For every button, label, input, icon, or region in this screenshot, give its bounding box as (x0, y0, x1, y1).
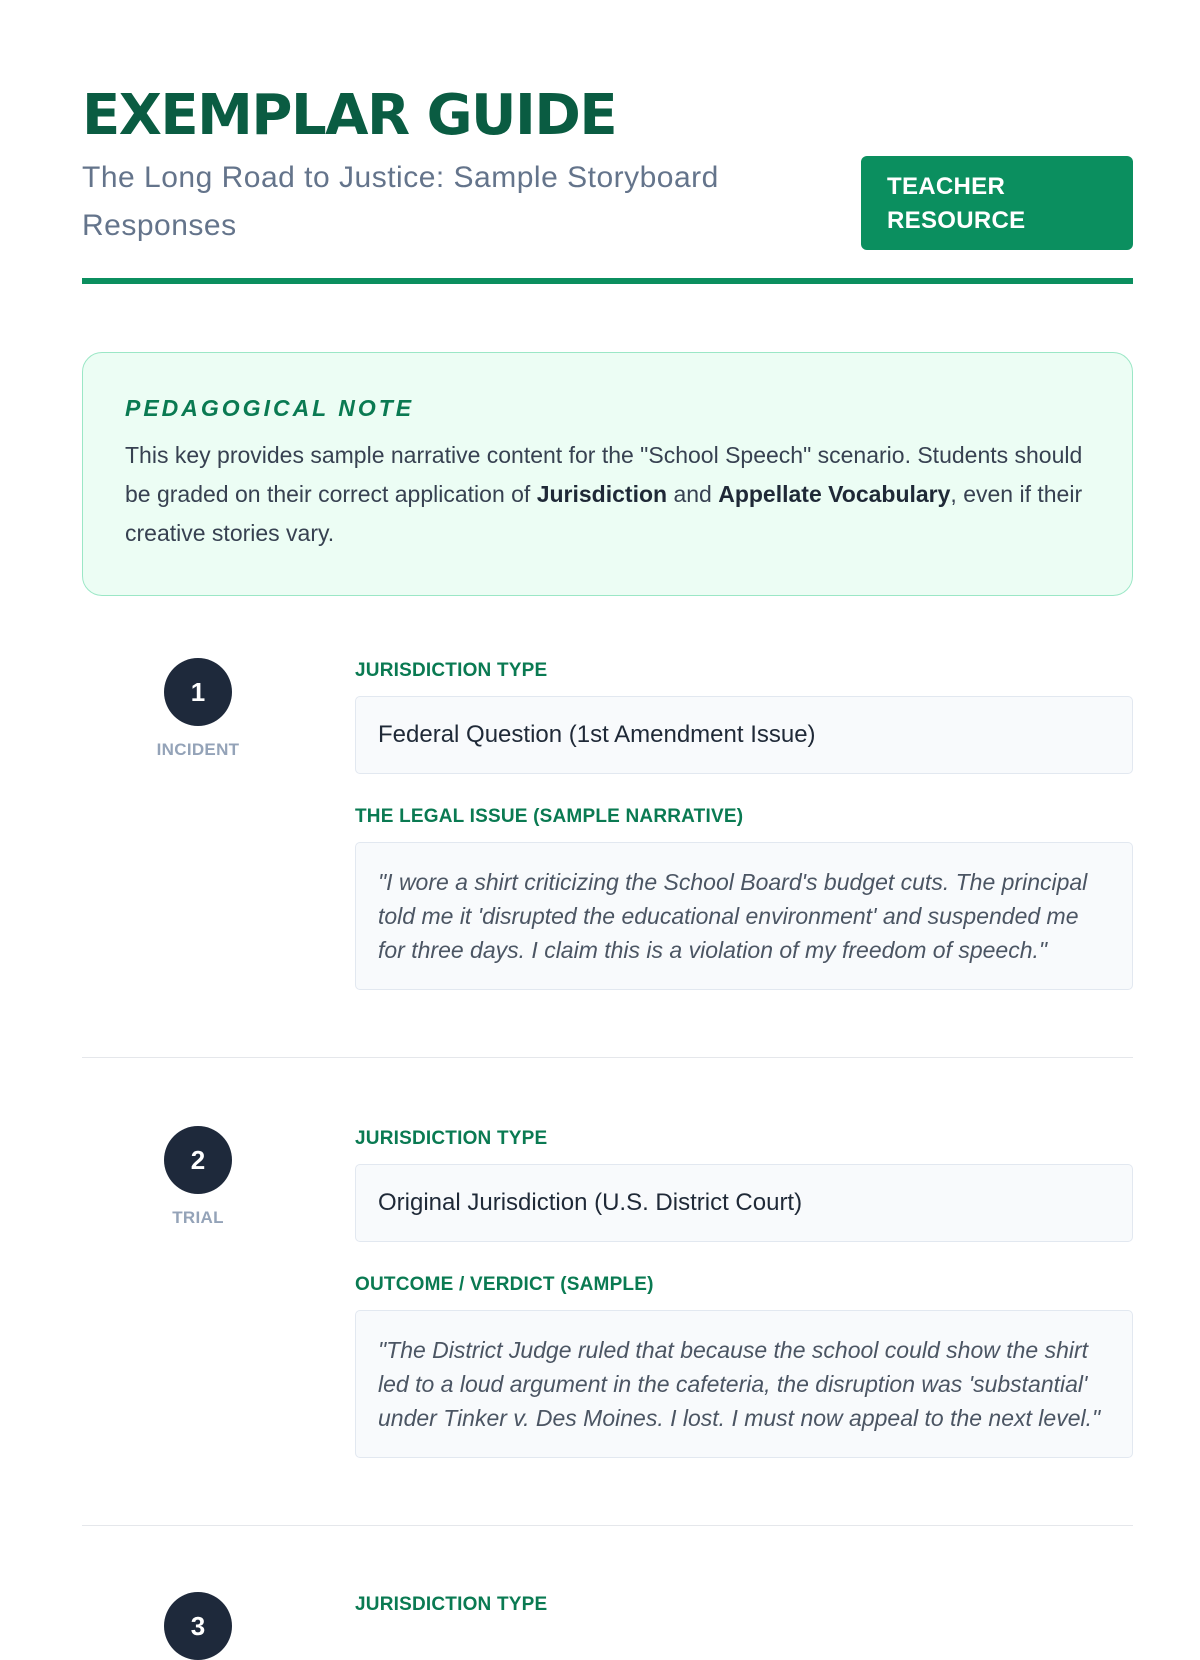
note-text-part: and (667, 481, 719, 507)
step-content (355, 1126, 1133, 1458)
step-tag: INCIDENT (156, 740, 240, 759)
step-marker (82, 1592, 314, 1660)
step-divider (82, 1525, 1133, 1526)
outcome-label: OUTCOME / VERDICT (SAMPLE) (355, 1274, 654, 1295)
note-text-part: , even if their creative stories vary. (125, 481, 1083, 546)
jurisdiction-type-label: JURISDICTION TYPE (355, 660, 548, 681)
step-number: 1 (164, 658, 232, 726)
page-subtitle: The Long Road to Justice: Sample Storyboard Responses (82, 161, 719, 242)
teacher-resource-badge: TEACHER RESOURCE (861, 156, 1133, 250)
step-marker (82, 658, 314, 760)
jurisdiction-type-field: Federal Question (1st Amendment Issue) (355, 696, 1133, 774)
note-title: PEDAGOGICAL NOTE (125, 395, 415, 421)
step-divider (82, 1057, 1133, 1058)
jurisdiction-type-label: JURISDICTION TYPE (355, 1128, 548, 1149)
step-content (355, 658, 1133, 990)
note-bold-jurisdiction: Jurisdiction (536, 481, 668, 507)
narrative-label: THE LEGAL ISSUE (SAMPLE NARRATIVE) (355, 806, 744, 827)
note-text (125, 436, 1092, 553)
step-marker (82, 1126, 314, 1228)
pedagogical-note (82, 352, 1133, 596)
step-tag: TRIAL (172, 1208, 224, 1227)
jurisdiction-type-field: Original Jurisdiction (U.S. District Court) (355, 1164, 1133, 1242)
exemplar-guide-page (82, 0, 1133, 1641)
step-number: 3 (164, 1592, 232, 1660)
note-bold-appellate-vocabulary: Appellate Vocabulary (718, 481, 951, 507)
narrative-field: "I wore a shirt criticizing the School Board's budget cuts. The principal told me it 'disrupted the educational environment' and suspended me for three days. I claim this is a violation of my freedom of speech." (355, 842, 1133, 990)
jurisdiction-type-label: JURISDICTION TYPE (355, 1594, 548, 1615)
page-header (82, 0, 1133, 284)
step-number: 2 (164, 1126, 232, 1194)
page-title: EXEMPLAR GUIDE (82, 83, 617, 148)
note-text-part: This key provides sample narrative content for the "School Speech" scenario. Students should be graded on their correct application of (125, 442, 1083, 507)
outcome-field: "The District Judge ruled that because the school could show the shirt led to a loud argument in the cafeteria, the disruption was 'substantial' under Tinker v. Des Moines. I lost. I must now appeal to the next level." (355, 1310, 1133, 1458)
step-content (355, 1592, 1133, 1618)
